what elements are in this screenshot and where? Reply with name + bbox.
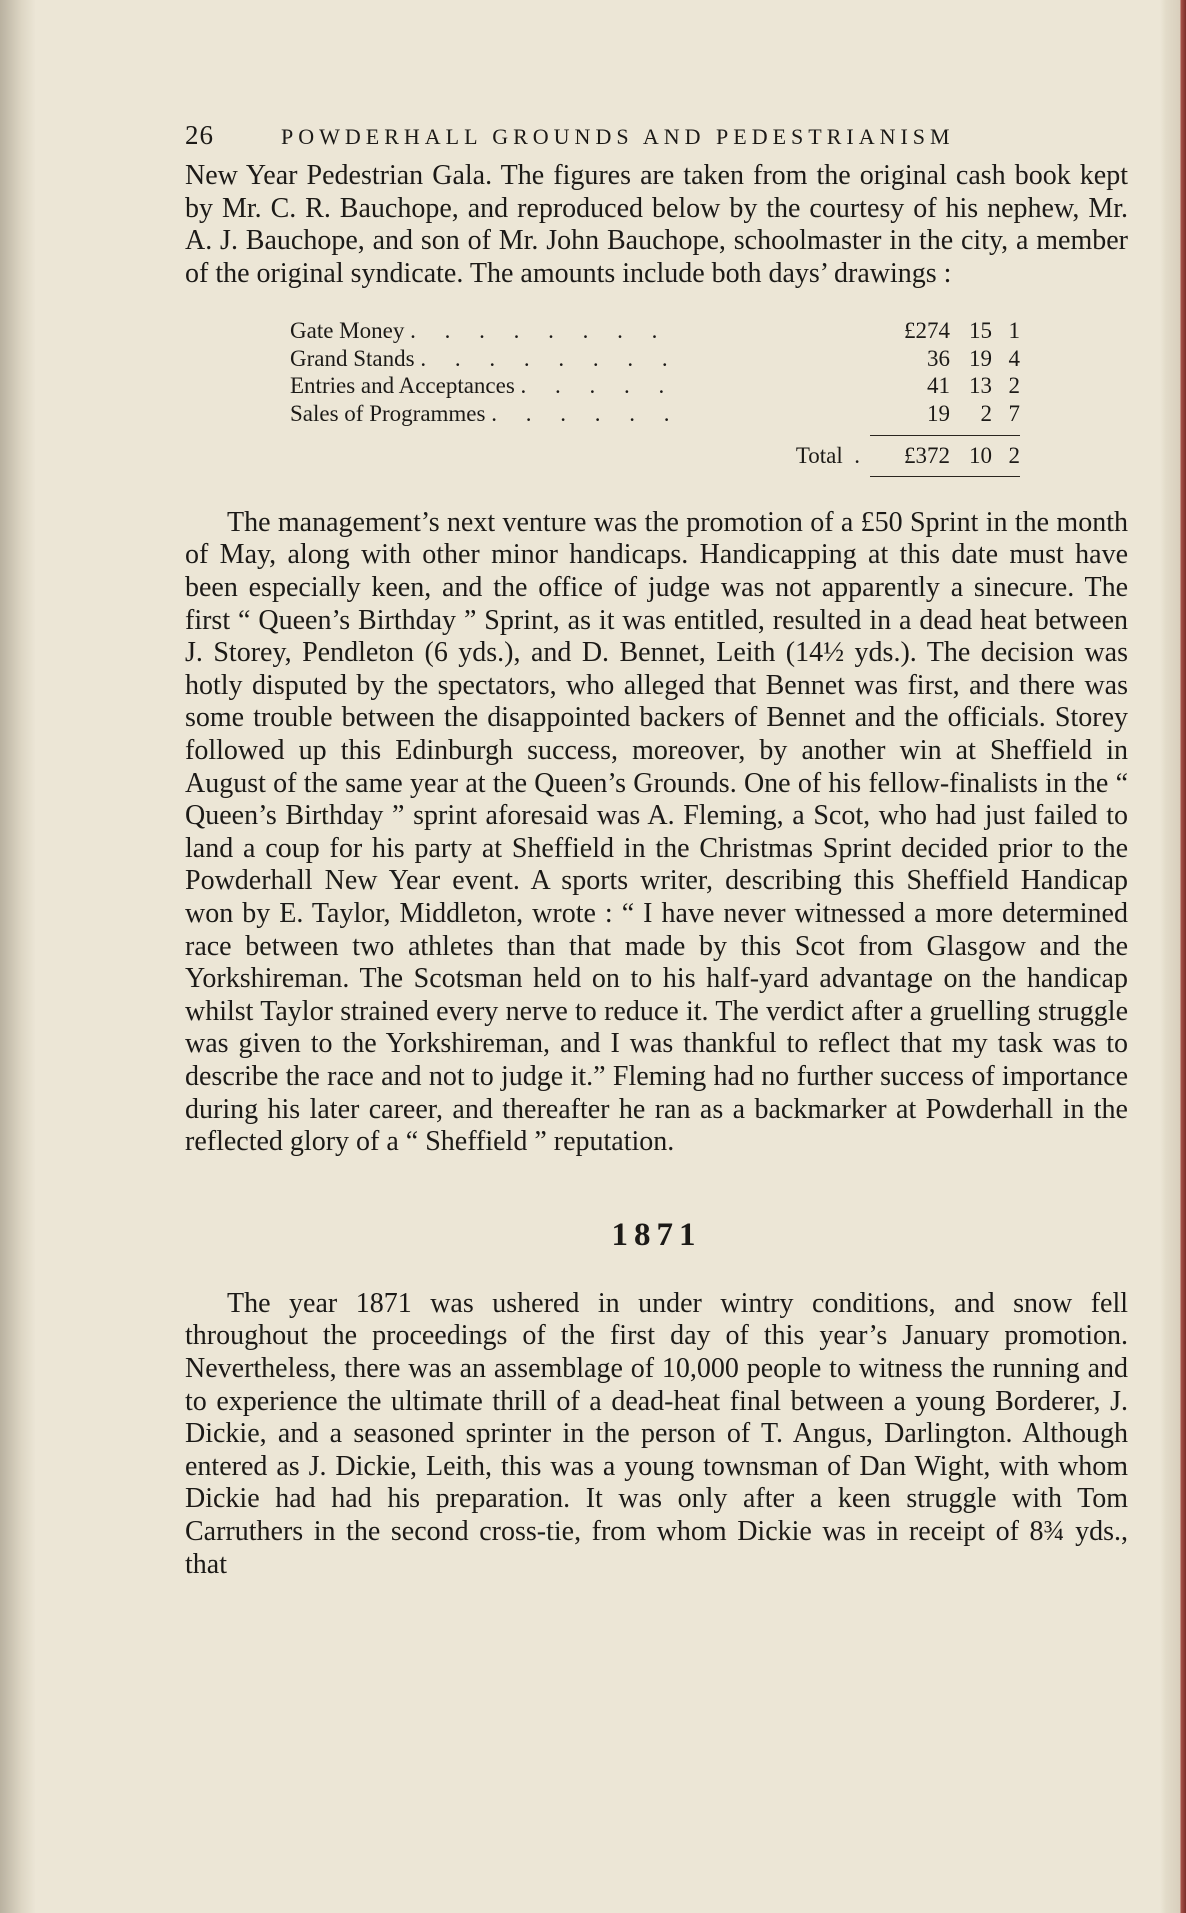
shillings: 2 [980, 400, 992, 426]
account-row [290, 372, 1020, 400]
accounts-table [290, 317, 1020, 477]
paragraph-1871: The year 1871 was ushered in under wintry conditions, and snow fell throughout the proceedings of the first day of this year’s January promotion. Nevertheless, there was an assemblage of 10,000 people to witness the running and to experience the ultimate thrill of a dead-heat final between a young Borderer, J. Dickie, and a seasoned sprinter in the person of T. Angus, Darlington. Although entered as J. Dickie, Leith, this was a young townsman of Dan Wight, with whom Dickie had had his preparation. It was only after a keen struggle with Tom Carruthers in the second cross-tie, from whom Dickie was in receipt of 8¾ yds., that [185, 1287, 1128, 1580]
account-row [290, 345, 1020, 373]
account-amount [870, 345, 1020, 373]
account-amount [870, 317, 1020, 345]
total-amount [870, 442, 1020, 470]
account-label: Gate Money . [290, 317, 680, 345]
paragraph-intro: New Year Pedestrian Gala. The figures are taken from the original cash book kept by Mr. C. R. Bauchope, and reproduced below by the courtesy of his nephew, Mr. A. J. Bauchope, and son of Mr. John Bauchope, schoolmaster in the city, a member of the original syndicate. The amounts include both days’ drawings : [185, 160, 1128, 289]
running-head [185, 120, 1128, 160]
shillings: 13 [969, 373, 992, 399]
account-label: Grand Stands . [290, 345, 680, 373]
shillings: 19 [969, 345, 992, 371]
page-edge [1160, 0, 1186, 1913]
shillings: 10 [969, 443, 992, 469]
pounds: 41 [927, 373, 950, 399]
sum-rule [870, 435, 1020, 436]
pence: 7 [1008, 400, 1020, 426]
pounds: 19 [927, 400, 950, 426]
pence: 2 [1008, 373, 1020, 399]
total-label: Total . [290, 442, 870, 470]
account-amount [870, 372, 1020, 400]
pence: 4 [1008, 345, 1020, 371]
account-row [290, 317, 1020, 345]
paragraph-sprint: The management’s next venture was the promotion of a £50 Sprint in the month of May, along with other minor handicaps. Handicapping at this date must have been especially keen, and the office of judge was not apparently a sinecure. The first “ Queen’s Birthday ” Sprint, as it was entitled, resulted in a dead heat between J. Storey, Pendleton (6 yds.), and D. Bennet, Leith (14½ yds.). The decision was hotly disputed by the spectators, who alleged that Bennet was first, and there was some trouble between the disappointed backers of Bennet and the officials. Storey followed up this Edinburgh success, moreover, by another win at Sheffield in August of the same year at the Queen’s Grounds. One of his fellow-finalists in the “ Queen’s Birthday ” sprint aforesaid was A. Fleming, a Scot, who had just failed to land a coup for his party at Sheffield in the Christmas Sprint decided prior to the Powderhall New Year event. A sports writer, describing this Sheffield Handicap won by E. Taylor, Middleton, wrote : “ I have never witnessed a more determined race between two athletes than that made by this Scot from Glasgow and the Yorkshireman. The Scotsman held on to his half-yard advantage on the handicap whilst Taylor strained every nerve to reduce it. The verdict after a gruelling struggle was given to the Yorkshireman, and I was thankful to reflect that my task was to describe the race and not to judge it.” Fleming had no further success of importance during his later career, and thereafter he ran as a backmarker at Powderhall in the reflected glory of a “ Sheffield ” reputation. [185, 506, 1128, 1158]
pounds: £274 [904, 318, 950, 344]
page-gutter-shadow [0, 0, 36, 1913]
shillings: 15 [969, 318, 992, 344]
pence: 2 [1008, 443, 1020, 469]
pounds: 36 [927, 345, 950, 371]
account-label: Sales of Programmes . [290, 400, 680, 428]
pence: 1 [1008, 318, 1020, 344]
running-title: POWDERHALL GROUNDS AND PEDESTRIANISM [281, 124, 955, 149]
book-page [185, 120, 1128, 1581]
page-number: 26 [185, 120, 214, 150]
total-row [290, 442, 1020, 470]
account-row [290, 400, 1020, 428]
section-heading: 1871 [611, 1216, 702, 1253]
pounds: £372 [904, 443, 950, 469]
account-amount [870, 400, 1020, 428]
account-label: Entries and Acceptances . [290, 372, 680, 400]
